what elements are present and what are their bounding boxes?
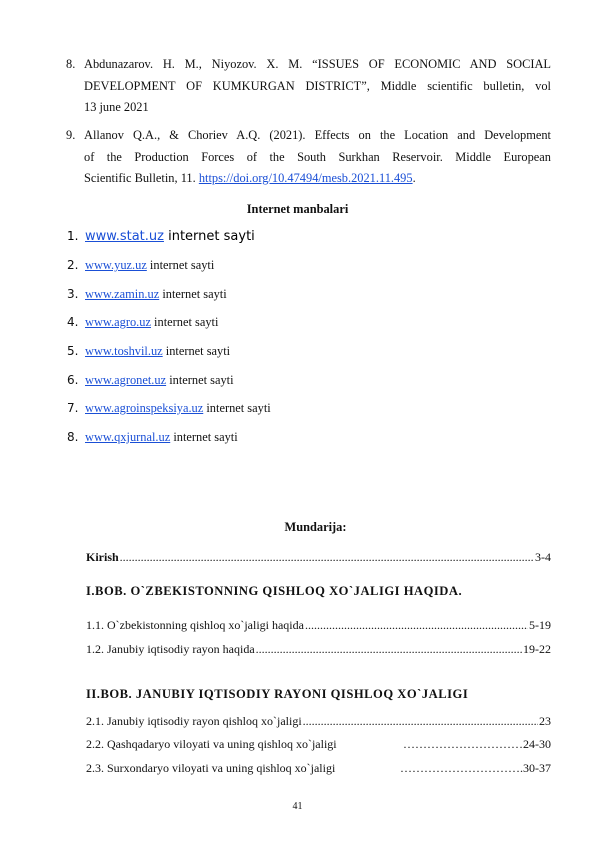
reference-number: 9. bbox=[66, 128, 76, 142]
website-item-4 bbox=[67, 314, 218, 330]
toc-leader-ellipsis: ………………………… bbox=[403, 737, 523, 751]
website-label: internet sayti bbox=[203, 401, 271, 415]
toc-entry-pages: 3-4 bbox=[535, 550, 551, 564]
website-link[interactable]: www.qxjurnal.uz bbox=[85, 430, 171, 444]
toc-entry-pages: 5-19 bbox=[529, 618, 551, 632]
toc-entry-2-3[interactable] bbox=[86, 760, 551, 776]
website-item-1 bbox=[67, 228, 255, 245]
website-link[interactable]: www.agroinspeksiya.uz bbox=[85, 401, 204, 415]
internet-sources-title: Internet manbalari bbox=[246, 202, 349, 216]
chapter-1-heading[interactable]: I.BOB. O`ZBEKISTONNING QISHLOQ XO`JALIGI HAQIDA. bbox=[86, 584, 463, 598]
website-number: 7. bbox=[67, 401, 79, 415]
reference-item-8 bbox=[66, 54, 551, 119]
toc-leader-dots bbox=[256, 641, 522, 657]
website-number: 5. bbox=[67, 344, 79, 358]
website-item-6 bbox=[67, 372, 234, 388]
website-link[interactable]: www.zamin.uz bbox=[85, 287, 160, 301]
toc-entry-label: 2.1. Janubiy iqtisodiy rayon qishloq xo`jaligi bbox=[86, 714, 302, 728]
website-link[interactable]: www.stat.uz bbox=[85, 229, 164, 244]
reference-text: . bbox=[412, 171, 416, 185]
website-item-8 bbox=[67, 429, 238, 445]
toc-leader-dots bbox=[303, 713, 538, 729]
website-label: internet sayti bbox=[146, 258, 215, 272]
toc-entry-pages: 30-37 bbox=[523, 761, 551, 775]
website-number: 4. bbox=[67, 315, 79, 329]
website-number: 8. bbox=[67, 430, 79, 444]
website-number: 6. bbox=[67, 373, 79, 387]
toc-entry-2-2[interactable] bbox=[86, 736, 551, 752]
reference-line: 13 june 2021 bbox=[84, 100, 149, 114]
toc-entry-label: 1.2. Janubiy iqtisodiy rayon haqida bbox=[86, 642, 255, 656]
website-label: internet sayti bbox=[163, 229, 255, 244]
website-item-2 bbox=[67, 257, 214, 273]
website-item-3 bbox=[67, 286, 227, 302]
website-number: 2. bbox=[67, 258, 79, 272]
reference-line: Allanov Q.A., & Choriev A.Q. (2021). Effects on the Location and Development bbox=[84, 128, 551, 142]
reference-text: Scientific Bulletin, 11. bbox=[84, 171, 199, 185]
chapter-2-heading[interactable]: II.BOB. JANUBIY IQTISODIY RAYONI QISHLOQ XO`JALIGI bbox=[86, 687, 469, 701]
website-label: internet sayti bbox=[150, 315, 219, 329]
toc-entry-pages: 23 bbox=[539, 714, 551, 728]
website-label: internet sayti bbox=[159, 287, 227, 301]
reference-line: Abdunazarov. H. M., Niyozov. X. M. “ISSUES OF ECONOMIC AND SOCIAL bbox=[84, 57, 551, 71]
toc-entry-1-1[interactable] bbox=[86, 617, 551, 633]
website-label: internet sayti bbox=[166, 373, 234, 387]
website-label: internet sayti bbox=[170, 430, 238, 444]
toc-entry-2-1[interactable] bbox=[86, 713, 551, 729]
website-link[interactable]: www.agro.uz bbox=[85, 315, 151, 329]
toc-entry-label: Kirish bbox=[86, 550, 119, 564]
toc-leader-ellipsis: …………………………. bbox=[400, 761, 523, 775]
toc-entry-intro[interactable] bbox=[86, 549, 551, 565]
website-item-7 bbox=[67, 400, 271, 416]
toc-entry-label: 2.3. Surxondaryo viloyati va uning qishloq xo`jaligi bbox=[86, 761, 336, 775]
website-link[interactable]: www.agronet.uz bbox=[85, 373, 167, 387]
toc-entry-pages: 24-30 bbox=[523, 737, 551, 751]
reference-line bbox=[84, 168, 551, 190]
toc-leader-dots bbox=[120, 549, 534, 565]
toc-entry-pages: 19-22 bbox=[523, 642, 551, 656]
website-number: 3. bbox=[67, 287, 79, 301]
toc-entry-label: 2.2. Qashqadaryo viloyati va uning qishloq xo`jaligi bbox=[86, 737, 337, 751]
toc-entry-label: 1.1. O`zbekistonning qishloq xo`jaligi haqida bbox=[86, 618, 304, 632]
reference-item-9 bbox=[66, 125, 551, 190]
reference-line: DEVELOPMENT OF KUMKURGAN DISTRICT”, Middle scientific bulletin, vol bbox=[84, 78, 551, 93]
website-label: internet sayti bbox=[162, 344, 231, 358]
doi-link[interactable]: https://doi.org/10.47494/mesb.2021.11.495 bbox=[198, 171, 413, 185]
website-number: 1. bbox=[67, 229, 79, 243]
reference-number: 8. bbox=[66, 57, 76, 71]
page-number: 41 bbox=[292, 801, 303, 812]
toc-leader-dots bbox=[305, 617, 528, 633]
toc-entry-1-2[interactable] bbox=[86, 641, 551, 657]
reference-line: of the Production Forces of the South Surkhan Reservoir. Middle European bbox=[84, 149, 551, 164]
website-link[interactable]: www.yuz.uz bbox=[85, 258, 147, 272]
website-item-5 bbox=[67, 343, 230, 359]
website-link[interactable]: www.toshvil.uz bbox=[85, 344, 163, 358]
contents-title: Mundarija: bbox=[284, 520, 347, 534]
